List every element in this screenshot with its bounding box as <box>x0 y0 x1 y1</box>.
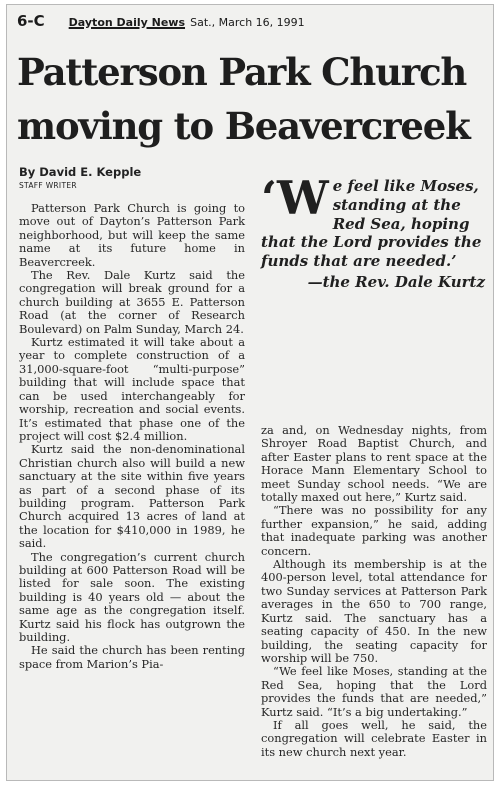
page-header <box>17 11 487 33</box>
page-number: 6-C <box>17 12 45 30</box>
pull-quote <box>261 171 487 292</box>
paragraph: He said the church has been renting space from Marion’s Pia- <box>19 643 245 671</box>
paragraph: “We feel like Moses, standing at the Red Sea, hoping that the Lord provides the funds that are needed,” Kurtz said. “It’s a big undertaking.” <box>261 664 487 719</box>
body-column-right <box>261 424 487 759</box>
paragraph: za and, on Wednesday nights, from Shroyer Road Baptist Church, and after Easter plans to rent space at the Horace Mann Elementary School to meet Sunday school needs. “We are totally maxed out here,” Kurtz said. <box>261 423 487 505</box>
paragraph: Kurtz said the non-denominational Christian church also will build a new sanctuary at the site within five years as part of a second phase of its building program. Patterson Park Church acquired 13 acres of land at the location for $410,000 in 1989, he said. <box>19 442 245 551</box>
pull-quote-body: e feel like Moses, standing at the Red Sea, hoping that the Lord provides the funds that are needed.’ <box>261 177 482 271</box>
newspaper-name: Dayton Daily News <box>68 16 186 29</box>
byline-role: STAFF WRITER <box>19 181 77 190</box>
paragraph: If all goes well, he said, the congregation will celebrate Easter in its new church next year. <box>261 717 487 759</box>
paragraph: Although its membership is at the 400-person level, total attendance for two Sunday services at Patterson Park averages in the 650 to 700 range, Kurtz said. The sanctuary has a seating capacity of 450. In the new building, the seating capacity for worship will be 750. <box>261 557 487 665</box>
paragraph: Patterson Park Church is going to move out of Dayton’s Patterson Park neighborhood, but will keep the same name at its future home in Beavercreek. <box>19 201 245 269</box>
paragraph: Kurtz estimated it will take about a year to complete construction of a 31,000-square-foot “multi-purpose” building that will include space that can be used interchangeably for worship, recreation and social events. It’s estimated that phase one of the project will cost $2.4 million. <box>19 335 245 443</box>
paragraph: The congregation’s current church building at 600 Patterson Road will be listed for sale soon. The existing building is 40 years old — about the same age as the congregation itself. Kurtz said his flock has outgrown the building. <box>19 549 245 644</box>
issue-date: Sat., March 16, 1991 <box>190 16 305 29</box>
newspaper-clipping <box>6 4 494 781</box>
pull-quote-text <box>261 171 487 271</box>
pull-quote-attribution: —the Rev. Dale Kurtz <box>307 272 485 291</box>
headline: Patterson Park Church moving to Beavercreek <box>17 50 470 148</box>
masthead <box>69 11 305 30</box>
paragraph: “There was no possibility for any further expansion,” he said, adding that inadequate parking was another concern. <box>261 503 487 558</box>
paragraph: The Rev. Dale Kurtz said the congregation will break ground for a church building at 3655 E. Patterson Road (at the corner of Research Boulevard) on Palm Sunday, March 24. <box>19 268 245 336</box>
byline <box>19 165 141 190</box>
byline-author: By David E. Kepple <box>19 165 142 179</box>
body-column-left <box>19 202 245 671</box>
pull-quote-dropcap: ‘W <box>261 171 329 225</box>
